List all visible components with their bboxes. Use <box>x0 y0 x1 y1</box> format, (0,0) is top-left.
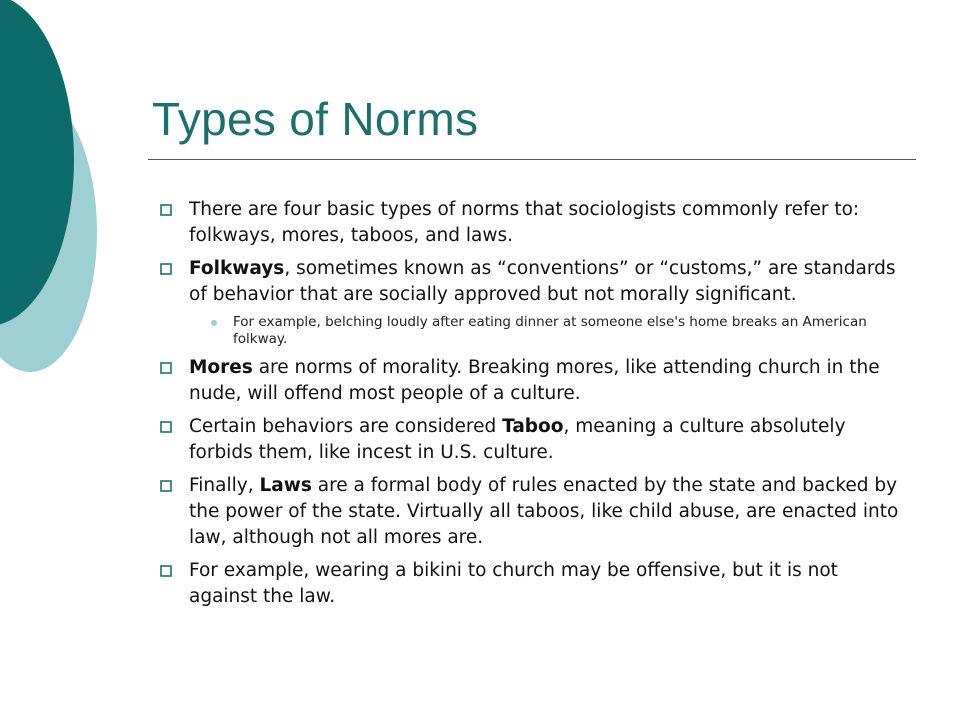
sub-bullet-item-example <box>221 314 903 348</box>
bullet-text: are a formal body of rules enacted by the state and backed by the power of the state. Virtually all taboos, like child abuse, are enacted into law, although not all mores are. <box>189 475 899 548</box>
term-mores: Mores <box>189 357 253 378</box>
title-divider <box>148 159 916 160</box>
bullet-item-bikini-example <box>158 558 903 610</box>
bullet-item-folkways <box>158 256 903 348</box>
sub-bullet-list <box>189 314 903 348</box>
decorative-teal-shapes <box>0 0 120 400</box>
light-teal-ellipse <box>0 92 97 372</box>
square-ring-bullet-icon <box>158 202 174 218</box>
dark-teal-ellipse <box>0 0 74 326</box>
bullet-text-pre: Certain behaviors are considered <box>189 416 503 437</box>
term-laws: Laws <box>259 475 312 496</box>
bullet-item-mores <box>158 355 903 407</box>
bullet-list <box>158 197 903 617</box>
square-ring-bullet-icon <box>158 261 174 277</box>
bullet-text: , sometimes known as “conventions” or “customs,” are standards of behavior that are socially approved but not morally significant. <box>189 258 896 305</box>
dot-bullet-icon <box>211 320 217 326</box>
bullet-text-pre: Finally, <box>189 475 260 496</box>
bullet-text: There are four basic types of norms that sociologists commonly refer to: folkways, mores, taboos, and laws. <box>189 199 860 246</box>
bullet-text: For example, wearing a bikini to church may be offensive, but it is not against the law. <box>189 560 838 607</box>
bullet-item-laws <box>158 473 903 551</box>
bullet-text: , meaning a culture absolutely forbids them, like incest in U.S. culture. <box>189 416 846 463</box>
square-ring-bullet-icon <box>158 478 174 494</box>
sub-bullet-text: For example, belching loudly after eating dinner at someone else's home breaks an American folkway. <box>233 314 867 347</box>
term-folkways: Folkways <box>189 258 285 279</box>
bullet-item-taboo <box>158 414 903 466</box>
square-ring-bullet-icon <box>158 419 174 435</box>
term-taboo: Taboo <box>502 416 564 437</box>
bullet-item-norm-types <box>158 197 903 249</box>
bullet-text: are norms of morality. Breaking mores, like attending church in the nude, will offend most people of a culture. <box>189 357 880 404</box>
slide-title: Types of Norms <box>152 93 479 145</box>
square-ring-bullet-icon <box>158 360 174 376</box>
square-ring-bullet-icon <box>158 563 174 579</box>
